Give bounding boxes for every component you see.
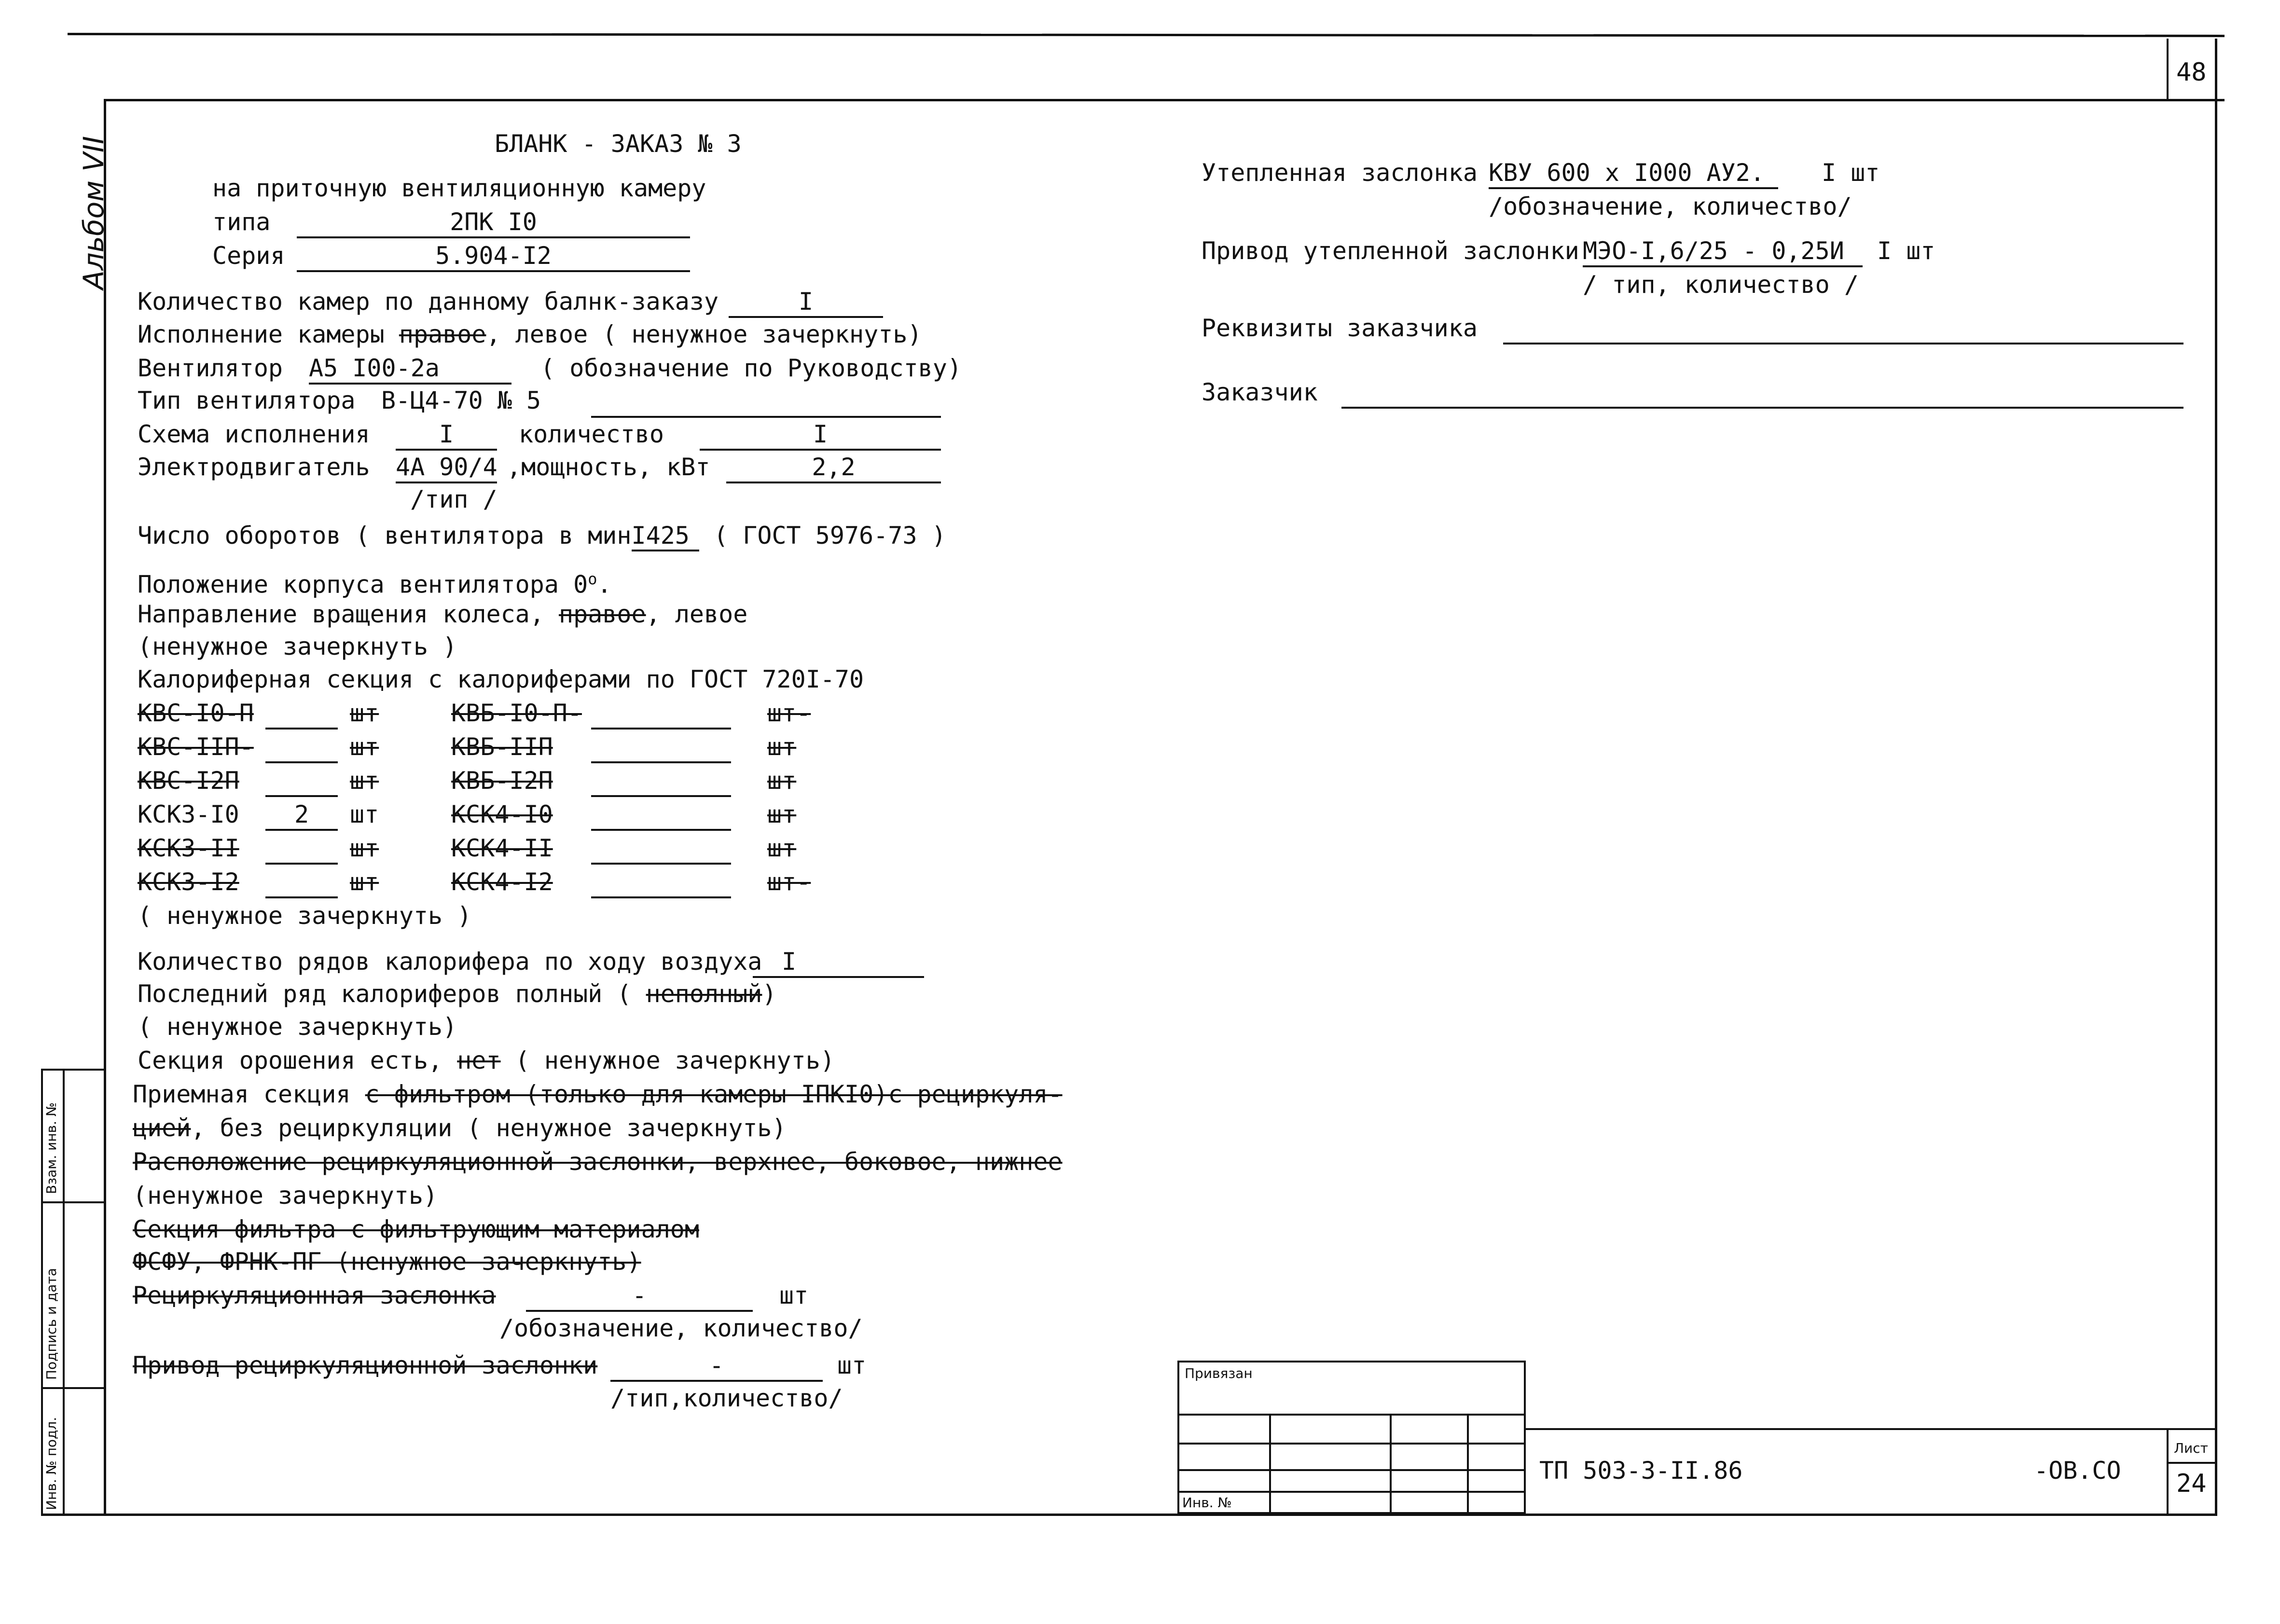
heater-b-qty-0 [591, 699, 731, 729]
page-number-box-left [2167, 39, 2169, 101]
intake-line-2: цией, без рециркуляции ( ненужное зачеркнуть) [133, 1114, 787, 1142]
form-title: БЛАНК - ЗАКАЗ № 3 [495, 130, 742, 158]
sheet-box-mid [2167, 1462, 2217, 1464]
heater-a-2: КВС-I2П [138, 767, 239, 795]
rows-label: Количество рядов калорифера по ходу воздуха [138, 948, 762, 976]
power-label: ,мощность, кВт [507, 453, 710, 481]
heater-a-unit-3: шт [350, 800, 379, 828]
fan-note: ( обозначение по Руководству) [540, 354, 962, 382]
inner-top-border [104, 99, 2225, 101]
last-row-line: Последний ряд калориферов полный ( неполный) [138, 980, 777, 1008]
intake-line-1: Приемная секция с фильтром (только для камеры IПКI0)с рециркуля- [133, 1080, 1063, 1108]
fan-value: А5 I00-2а [309, 354, 511, 385]
series-label: Серия [212, 242, 285, 270]
heater-b-qty-2 [591, 766, 731, 797]
heater-b-qty-4 [591, 834, 731, 865]
heater-b-unit-0: шт- [767, 699, 811, 727]
heater-a-3: КСК3-I0 [138, 800, 239, 828]
requisites-label: Реквизиты заказчика [1202, 314, 1478, 342]
damper-note: /обозначение, количество/ [1489, 193, 1852, 220]
left-border [104, 99, 106, 1515]
scheme-value: I [396, 420, 497, 451]
unneeded-note-4: (ненужное зачеркнуть) [133, 1182, 438, 1210]
quantity-value: I [700, 420, 941, 451]
drive-qty: I шт [1877, 237, 1935, 265]
page-number: 48 [2176, 58, 2207, 87]
fan-label: Вентилятор [138, 354, 283, 382]
heater-a-unit-0: шт [350, 699, 379, 727]
sheet-label: Лист [2174, 1440, 2208, 1456]
heater-b-0: КВБ-I0-П- [451, 699, 582, 727]
power-value: 2,2 [726, 453, 941, 483]
heater-b-4: КСК4-II [451, 834, 553, 862]
requisites-line [1503, 343, 2183, 344]
heater-b-5: КСК4-I2 [451, 868, 553, 896]
bottom-border [41, 1514, 2217, 1516]
stamp-h4 [1177, 1491, 1526, 1493]
customer-label: Заказчик [1202, 378, 1318, 406]
heater-b-qty-3 [591, 800, 731, 831]
type-value: 2ПК I0 [297, 207, 690, 238]
stamp-h1 [1177, 1414, 1526, 1416]
rows-value: I [753, 947, 924, 978]
heater-a-4: КСК3-II [138, 834, 239, 862]
recirc-drive-note: /тип,количество/ [610, 1384, 843, 1412]
execution-line: Исполнение камеры правое, левое ( ненужное зачеркнуть) [138, 320, 922, 348]
side-stamp-mid [63, 1069, 65, 1515]
side-stamp-top [41, 1069, 106, 1071]
scheme-label: Схема исполнения [138, 420, 370, 448]
motor-value: 4А 90/4 [396, 453, 497, 483]
doc-suffix: -ОВ.СО [2034, 1457, 2121, 1485]
damper-label: Утепленная заслонка [1202, 159, 1478, 187]
heater-a-unit-1: шт [350, 733, 379, 761]
heater-a-qty-5 [265, 867, 338, 898]
title-block-top [1526, 1428, 2217, 1430]
drive-value: МЭО-I,6/25 - 0,25И [1583, 236, 1863, 267]
heater-a-qty-1 [265, 732, 338, 763]
unneeded-note-2: ( ненужное зачеркнуть ) [138, 902, 472, 930]
motor-type-note: /тип / [410, 485, 497, 513]
motor-label: Электродвигатель [138, 453, 370, 481]
heater-b-2: КВБ-I2П [451, 767, 553, 795]
irrigation-line: Секция орошения есть, нет ( ненужное зачеркнуть) [138, 1046, 835, 1074]
heater-b-unit-3: шт [767, 800, 797, 828]
quantity-label: количество [519, 420, 664, 448]
stamp-linked-label: Привязан [1185, 1365, 1253, 1381]
filter-line-2: ФСФУ, ФРНК-ПГ (ненужное зачеркнуть) [133, 1248, 641, 1276]
unneeded-note-3: ( ненужное зачеркнуть) [138, 1013, 457, 1041]
heater-a-qty-2 [265, 766, 338, 797]
heater-a-qty-3: 2 [265, 800, 338, 831]
replace-inv-label: Взам. инв. № [43, 1102, 59, 1194]
heater-a-qty-0 [265, 699, 338, 729]
inv-orig-label: Инв. № подл. [43, 1417, 59, 1510]
heater-b-unit-5: шт- [767, 868, 811, 896]
stamp-h3 [1177, 1469, 1526, 1471]
side-stamp-div1 [41, 1201, 106, 1203]
form-subtitle: на приточную вентиляционную камеру [212, 174, 706, 202]
chamber-count-label: Количество камер по данному балнк-заказу [138, 288, 719, 316]
recirc-location: Расположение рециркуляционной заслонки, верхнее, боковое, нижнее [133, 1148, 1063, 1176]
sign-date-label: Подпись и дата [43, 1268, 59, 1380]
type-label: типа [212, 208, 271, 236]
heater-a-unit-2: шт [350, 767, 379, 795]
chamber-count-value: I [729, 287, 883, 318]
heater-b-3: КСК4-I0 [451, 800, 553, 828]
stamp-v3 [1467, 1414, 1469, 1514]
rpm-line: Число оборотов ( вентилятора в минI425 ( ГОСТ 5976-73 ) [138, 521, 946, 550]
recirc-damper-value: - [526, 1281, 753, 1312]
filter-line-1: Секция фильтра с фильтрующим материалом [133, 1215, 699, 1243]
damper-qty: I шт [1822, 159, 1880, 187]
album-label: Альбом VII [77, 136, 110, 289]
drive-label: Привод утепленной заслонки [1202, 237, 1579, 265]
right-border [2215, 39, 2217, 1515]
doc-code: ТП 503-3-II.86 [1539, 1457, 1743, 1485]
heater-a-5: КСК3-I2 [138, 868, 239, 896]
top-border [68, 33, 2225, 37]
drive-note: / тип, количество / [1583, 271, 1859, 299]
heater-b-qty-1 [591, 732, 731, 763]
damper-value: КВУ 600 х I000 АУ2. [1489, 158, 1778, 189]
fan-type-value: В-Ц4-70 № 5 [381, 386, 541, 414]
heater-a-unit-4: шт [350, 834, 379, 862]
side-stamp-div2 [41, 1387, 106, 1389]
heater-a-qty-4 [265, 834, 338, 865]
series-value: 5.904-I2 [297, 241, 690, 272]
stamp-inv-label: Инв. № [1182, 1495, 1232, 1511]
heater-a-unit-5: шт [350, 868, 379, 896]
heater-a-0: КВС-I0-П [138, 699, 254, 727]
sheet-box-left [2167, 1428, 2169, 1515]
recirc-drive-label: Привод рециркуляционной заслонки [133, 1351, 598, 1379]
recirc-damper-unit: шт [779, 1281, 809, 1309]
sheet-value: 24 [2176, 1469, 2207, 1498]
customer-line [1341, 407, 2183, 409]
housing-position: Положение корпуса вентилятора $0^о$. [138, 570, 612, 599]
heater-b-qty-5 [591, 867, 731, 898]
stamp-h2 [1177, 1443, 1526, 1445]
heater-b-unit-1: шт [767, 733, 797, 761]
recirc-damper-label: Рециркуляционная заслонка [133, 1281, 496, 1309]
heater-b-unit-2: шт [767, 767, 797, 795]
fan-type-line [591, 416, 941, 418]
heater-section-title: Калориферная секция с калориферами по ГОСТ 720I-70 [138, 665, 864, 693]
fan-type-label: Тип вентилятора [138, 386, 356, 414]
side-stamp-left [41, 1069, 43, 1515]
unneeded-note-1: (ненужное зачеркнуть ) [138, 633, 457, 661]
recirc-drive-unit: шт [837, 1351, 867, 1379]
stamp-v1 [1269, 1414, 1271, 1514]
stamp-v2 [1390, 1414, 1392, 1514]
heater-b-unit-4: шт [767, 834, 797, 862]
heater-b-1: КВБ-IIП [451, 733, 553, 761]
recirc-damper-note: /обозначение, количество/ [499, 1314, 863, 1342]
heater-a-1: КВС-IIП- [138, 733, 254, 761]
recirc-drive-value: - [610, 1351, 823, 1382]
rotation-line: Направление вращения колеса, правое, левое [138, 600, 748, 628]
